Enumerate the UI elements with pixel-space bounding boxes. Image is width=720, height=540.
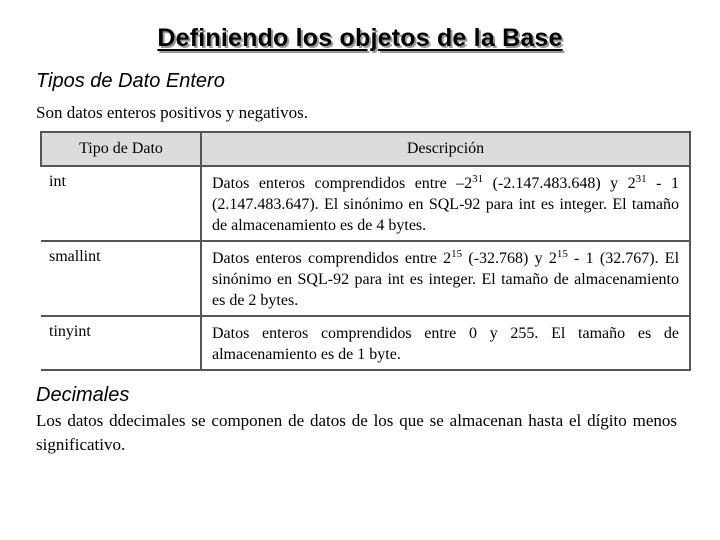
desc-text: (-2.147.483.648) y 2 <box>483 175 636 192</box>
decimals-text: Los datos ddecimales se componen de datos de los que se almacenan hasta el dígito menos significativo. <box>36 411 677 454</box>
type-cell: tinyint <box>41 316 201 370</box>
section-heading-integer-types: Tipos de Dato Entero <box>36 70 225 92</box>
header-description: Descripción <box>201 132 690 166</box>
description-cell <box>201 166 690 241</box>
exponent: 15 <box>556 248 568 260</box>
description-cell: Datos enteros comprendidos entre 0 y 255. El tamaño es de almacenamiento es de 1 byte. <box>201 316 690 370</box>
type-cell: int <box>41 166 201 241</box>
slide-title: Definiendo los objetos de la Base <box>157 24 563 52</box>
table-row <box>41 316 690 370</box>
exponent: 31 <box>472 173 484 185</box>
table-header-row <box>41 132 690 166</box>
exponent: 31 <box>635 173 647 185</box>
table-row <box>41 241 690 316</box>
exponent: 15 <box>451 248 463 260</box>
desc-text: - 1 (32.767). El sinónimo en SQL-92 para int es integer. El tamaño de almacenamiento es de 2 bytes. <box>212 250 680 309</box>
desc-text: Datos enteros comprendidos entre –2 <box>212 175 473 192</box>
data-types-table <box>40 131 691 371</box>
header-type: Tipo de Dato <box>41 132 201 166</box>
desc-text: - 1 (2.147.483.647). El sinónimo en SQL-92 para int es integer. El tamaño de almacenamiento es de 4 bytes. <box>212 175 680 234</box>
desc-text: Datos enteros comprendidos entre 2 <box>212 250 452 267</box>
table-row <box>41 166 690 241</box>
description-cell <box>201 241 690 316</box>
type-cell: smallint <box>41 241 201 316</box>
section-heading-decimals: Decimales <box>36 384 130 406</box>
desc-text: (-32.768) y 2 <box>462 250 557 267</box>
integer-types-intro: Son datos enteros positivos y negativos. <box>36 103 308 122</box>
